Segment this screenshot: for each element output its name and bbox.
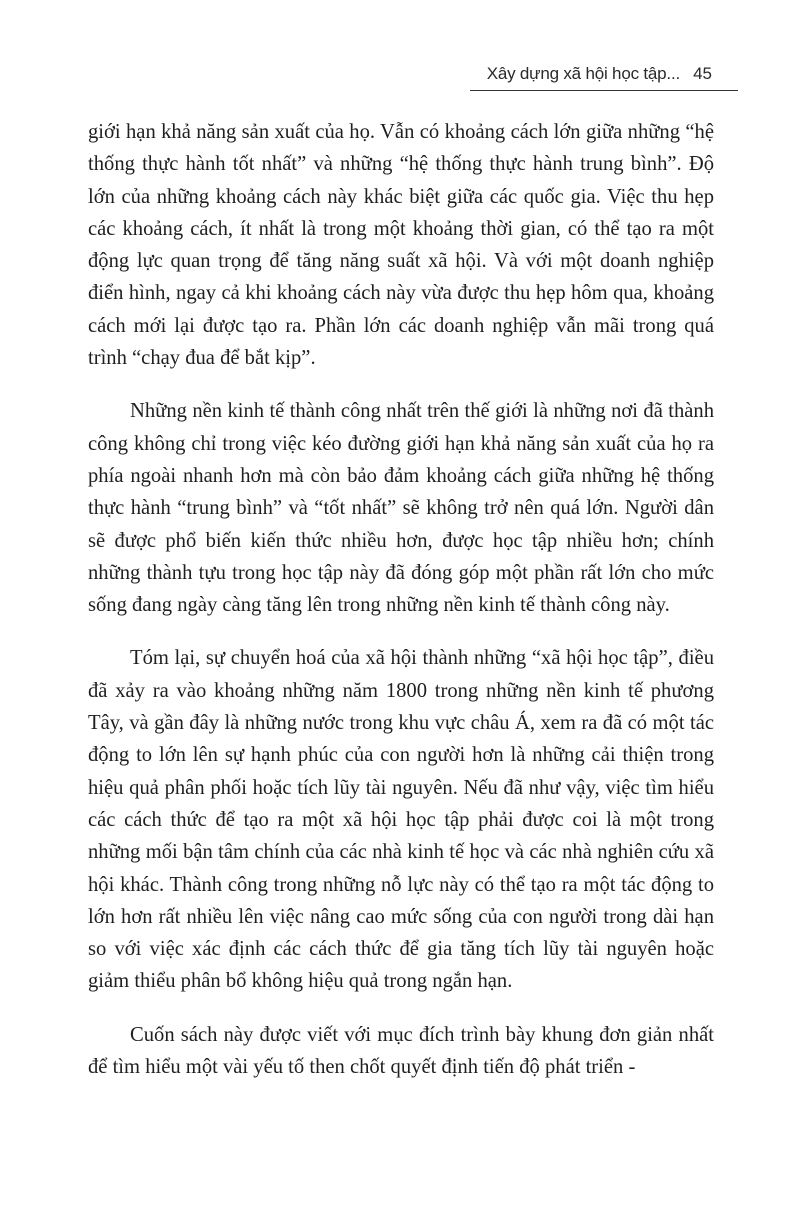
paragraph-2: Những nền kinh tế thành công nhất trên thế giới là những nơi đã thành công không chỉ trong việc kéo đường giới hạn khả năng sản xuất của họ ra phía ngoài nhanh hơn mà còn bảo đảm khoảng cách giữa những hệ thống thực hành “trung bình” và “tốt nhất” sẽ không trở nên quá lớn. Người dân sẽ được phổ biến kiến thức nhiều hơn, được học tập nhiều hơn; chính những thành tựu trong học tập này đã đóng góp một phần rất lớn cho mức sống đang ngày càng tăng lên trong những nền kinh tế thành công này.	[88, 400, 714, 617]
running-header	[470, 60, 738, 91]
paragraph-3: Tóm lại, sự chuyển hoá của xã hội thành những “xã hội học tập”, điều đã xảy ra vào khoảng những năm 1800 trong những nền kinh tế phương Tây, và gần đây là những nước trong khu vực châu Á, xem ra đã có một tác động to lớn lên sự hạnh phúc của con người hơn là những cải thiện trong hiệu quả phân phối hoặc tích lũy tài nguyên. Nếu đã như vậy, việc tìm hiểu các cách thức để tạo ra một xã hội học tập phải được coi là một trong những mối bận tâm chính của các nhà kinh tế học và các nhà nghiên cứu xã hội khác. Thành công trong những nỗ lực này có thể tạo ra một tác động to lớn hơn rất nhiều lên việc nâng cao mức sống của con người trong dài hạn so với việc xác định các cách thức để gia tăng tích lũy tài nguyên hoặc giảm thiểu phân bổ không hiệu quả trong ngắn hạn.	[88, 647, 714, 993]
page-number: 45	[693, 64, 712, 83]
body-text	[88, 116, 714, 1104]
paragraph-4: Cuốn sách này được viết với mục đích trình bày khung đơn giản nhất để tìm hiểu một vài yếu tố then chốt quyết định tiến độ phát triển -	[88, 1023, 714, 1079]
running-header-title: Xây dựng xã hội học tập...	[486, 64, 680, 83]
paragraph-1: giới hạn khả năng sản xuất của họ. Vẫn có khoảng cách lớn giữa những “hệ thống thực hành tốt nhất” và những “hệ thống thực hành trung bình”. Độ lớn của những khoảng cách này khác biệt giữa các quốc gia. Việc thu hẹp các khoảng cách, ít nhất là trong một khoảng thời gian, có thể tạo ra một động lực quan trọng để tăng năng suất xã hội. Và với một doanh nghiệp điển hình, ngay cả khi khoảng cách này vừa được thu hẹp hôm qua, khoảng cách mới lại được tạo ra. Phần lớn các doanh nghiệp vẫn mãi trong quá trình “chạy đua để bắt kịp”.	[88, 121, 714, 370]
